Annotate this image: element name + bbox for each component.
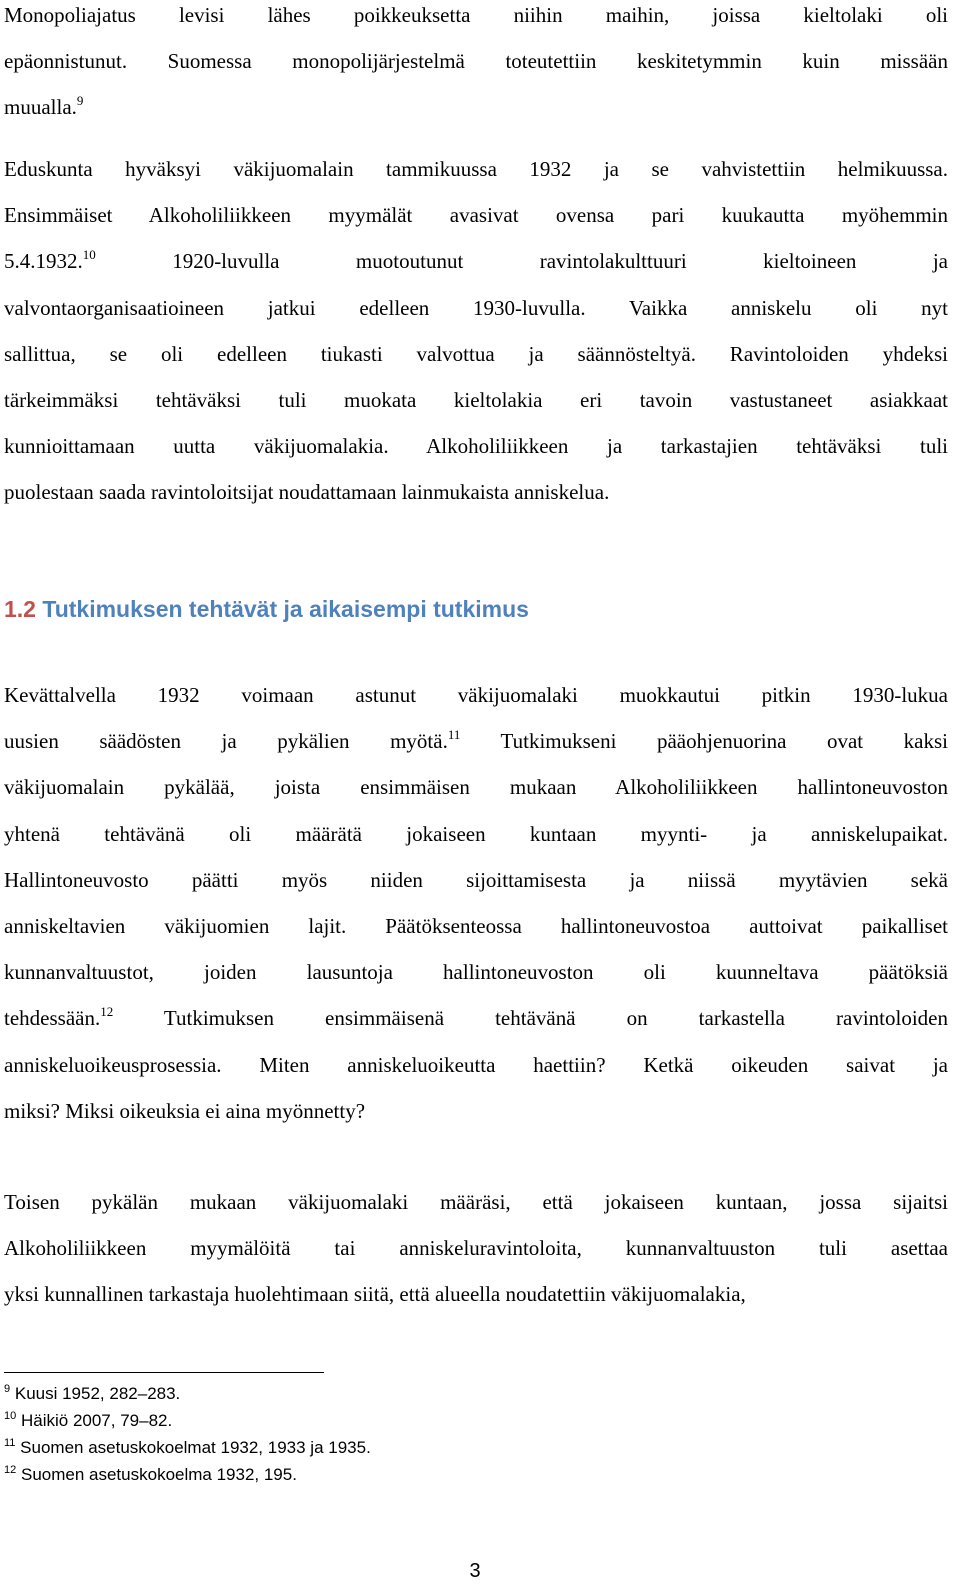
footnote-12: [4, 1465, 297, 1485]
text-line: Eduskunta hyväksyi väkijuomalain tammikuussa 1932 ja se vahvistettiin helmikuussa.: [4, 157, 948, 181]
text-segment: Tutkimuksen ensimmäisenä tehtävänä on tarkastella ravintoloiden: [163, 1006, 948, 1031]
text-line: sallittua, se oli edelleen tiukasti valvottua ja säännösteltyä. Ravintoloiden yhdeksi: [4, 341, 948, 366]
text-line: puolestaan saada ravintoloitsijat noudattamaan lainmukaista anniskelua.: [4, 480, 610, 505]
text-line: yksi kunnallinen tarkastaja huolehtimaan siitä, että alueella noudatettiin väkijuomalakia,: [4, 1282, 746, 1307]
text-line: kunnanvaltuustot, joiden lausuntoja hallintoneuvoston oli kuunneltava päätöksiä: [4, 960, 948, 985]
paragraph-law-1932: [4, 146, 948, 516]
text-line: [4, 84, 948, 130]
footnote-11: [4, 1438, 371, 1458]
footnote-number: 12: [4, 1464, 17, 1476]
footnote-10: [4, 1411, 172, 1431]
text-line: Kevättalvella 1932 voimaan astunut väkijuomalaki muokkautui pitkin 1930-lukua: [4, 683, 948, 707]
text-segment: uusien säädösten ja pykälien myötä.: [4, 729, 448, 754]
section-number: 1.2: [4, 596, 36, 622]
text-line: kunnioittamaan uutta väkijuomalakia. Alkoholiliikkeen ja tarkastajien tehtäväksi tuli: [4, 434, 948, 459]
footnote-ref-12[interactable]: 12: [100, 1004, 114, 1020]
text-segment: 1920-luvulla muotoutunut ravintolakulttuuri kieltoineen ja: [172, 249, 948, 274]
text-line: väkijuomalain pykälää, joista ensimmäisen mukaan Alkoholiliikkeen hallintoneuvoston: [4, 775, 948, 800]
footnote-ref-9[interactable]: 9: [76, 93, 84, 109]
footnote-number: 9: [4, 1383, 11, 1395]
text-segment: muualla.: [4, 95, 77, 120]
text-segment: Tutkimukseni pääohjenuorina ovat kaksi: [500, 729, 948, 754]
text-line: valvontaorganisaatioineen jatkui edelleen 1930-luvulla. Vaikka anniskelu oli nyt: [4, 295, 948, 320]
text-line: [4, 995, 948, 1041]
text-line: Ensimmäiset Alkoholiliikkeen myymälät avasivat ovensa pari kuukautta myöhemmin: [4, 203, 948, 228]
footnote-ref-11[interactable]: 11: [447, 727, 461, 743]
text-line: [4, 718, 948, 764]
text-line: yhtenä tehtävänä oli määrätä jokaiseen kuntaan myynti- ja anniskelupaikat.: [4, 821, 948, 846]
footnote-9: [4, 1384, 180, 1404]
text-line: Monopoliajatus levisi lähes poikkeuksetta niihin maihin, joissa kieltolaki oli: [4, 3, 948, 27]
section-title: Tutkimuksen tehtävät ja aikaisempi tutkimus: [42, 596, 529, 622]
footnote-separator: [4, 1372, 324, 1373]
footnote-text: Häikiö 2007, 79–82.: [20, 1411, 173, 1430]
footnote-ref-10[interactable]: 10: [82, 247, 96, 263]
footnote-text: Suomen asetuskokoelma 1932, 195.: [20, 1465, 297, 1484]
footnote-number: 10: [4, 1410, 17, 1422]
text-line: [4, 238, 948, 284]
footnote-text: Suomen asetuskokoelmat 1932, 1933 ja 1935.: [20, 1438, 371, 1457]
footnote-text: Kuusi 1952, 282–283.: [14, 1384, 181, 1403]
text-segment: tehdessään.: [4, 1006, 101, 1031]
paragraph-inspector: [4, 1179, 948, 1318]
page-number: 3: [469, 1560, 481, 1582]
text-line: Alkoholiliikkeen myymälöitä tai anniskeluravintoloita, kunnanvaltuuston tuli asettaa: [4, 1236, 948, 1261]
text-line: anniskeluoikeusprosessia. Miten anniskeluoikeutta haettiin? Ketkä oikeuden saivat ja: [4, 1052, 948, 1077]
text-line: Toisen pykälän mukaan väkijuomalaki määräsi, että jokaiseen kuntaan, jossa sijaitsi: [4, 1190, 948, 1214]
text-line: tärkeimmäksi tehtäväksi tuli muokata kieltolakia eri tavoin vastustaneet asiakkaat: [4, 388, 948, 413]
paragraph-monopoly: [4, 0, 948, 131]
footnote-number: 11: [4, 1437, 16, 1449]
section-heading: [4, 596, 529, 623]
text-line: Hallintoneuvosto päätti myös niiden sijoittamisesta ja niissä myytävien sekä: [4, 867, 948, 892]
text-line: epäonnistunut. Suomessa monopolijärjestelmä toteutettiin keskitetymmin kuin missään: [4, 49, 948, 74]
paragraph-research-tasks: [4, 672, 948, 1134]
text-line: miksi? Miksi oikeuksia ei aina myönnetty?: [4, 1098, 366, 1123]
text-segment: 5.4.1932.: [4, 249, 83, 274]
text-line: anniskeltavien väkijuomien lajit. Päätöksenteossa hallintoneuvostoa auttoivat paikalliset: [4, 914, 948, 939]
